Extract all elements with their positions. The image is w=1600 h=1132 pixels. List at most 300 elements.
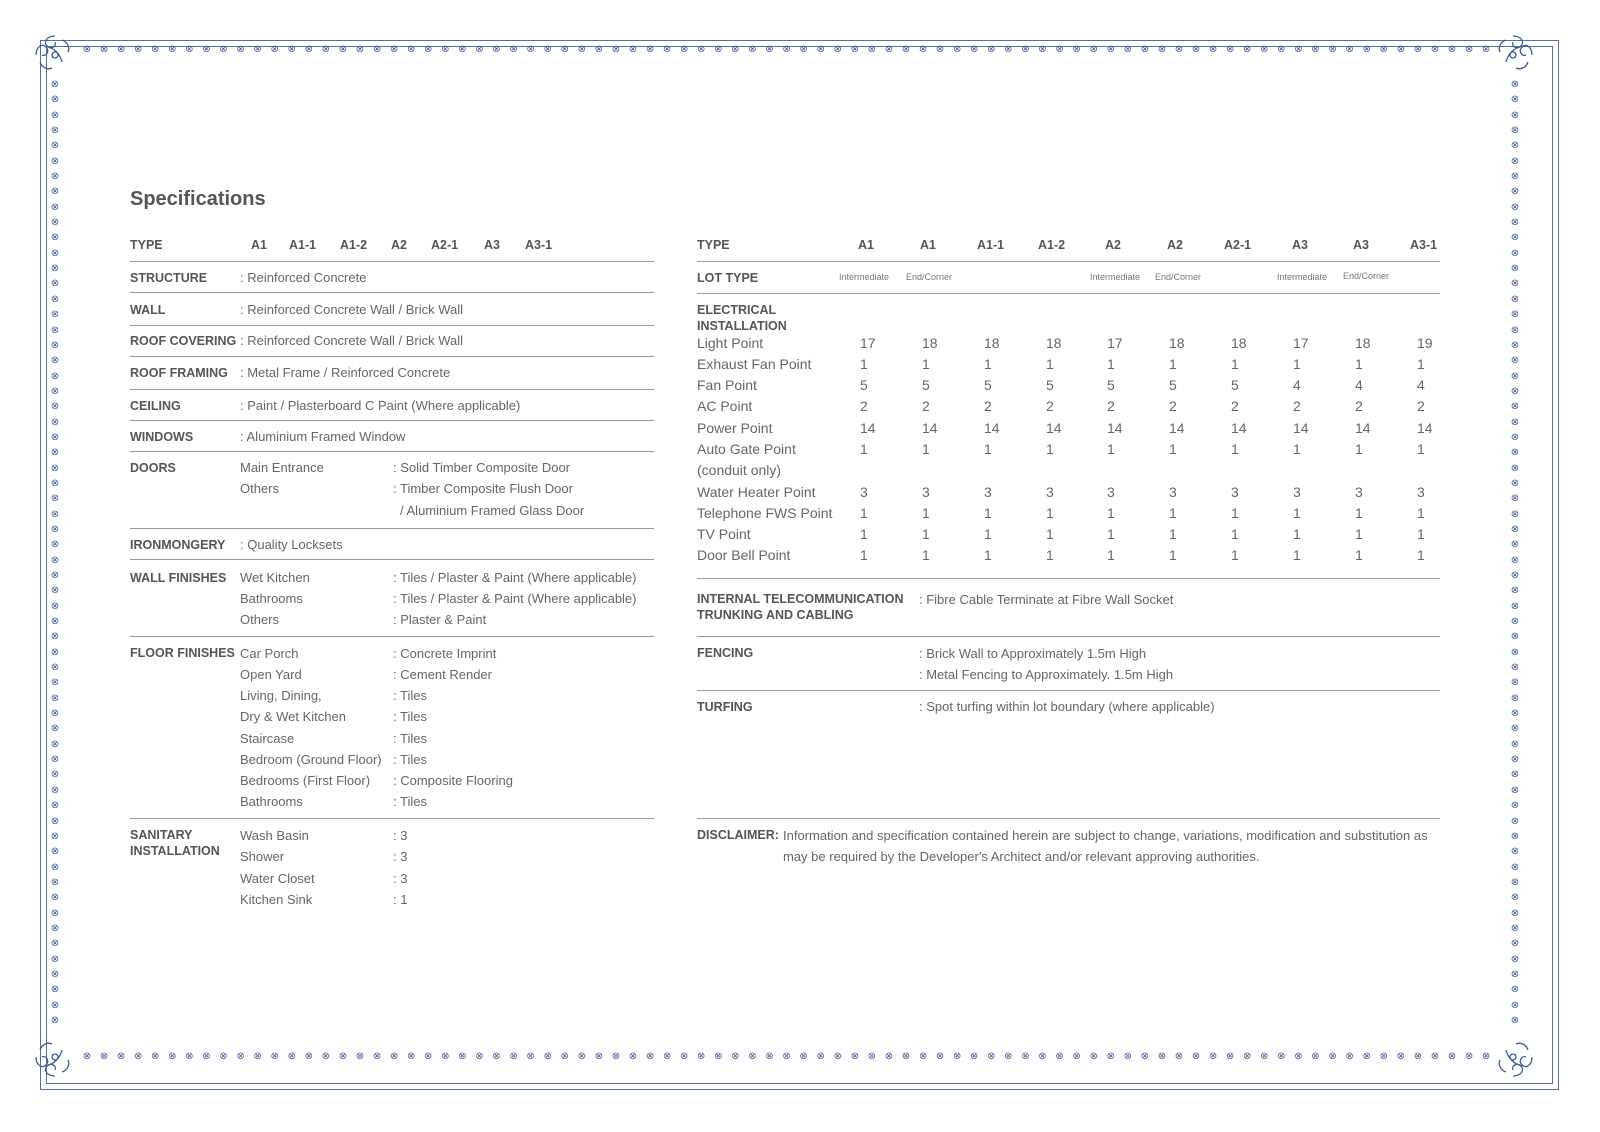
ornament-icon: ⊗ xyxy=(406,1051,416,1062)
electrical-value: 2 xyxy=(1417,398,1425,414)
ornament-icon: ⊗ xyxy=(1510,876,1520,888)
electrical-value: 1 xyxy=(984,547,992,563)
ornament-icon: ⊗ xyxy=(1510,892,1520,904)
electrical-value: 1 xyxy=(1293,441,1301,457)
page-title: Specifications xyxy=(130,188,266,210)
electrical-value: 1 xyxy=(1417,547,1425,563)
floor-finishes-item-name: Bathrooms xyxy=(240,794,303,809)
ornament-icon: ⊗ xyxy=(1396,1051,1405,1062)
electrical-value: 1 xyxy=(922,505,930,521)
ornament-icon: ⊗ xyxy=(50,953,60,965)
ornament-icon: ⊗ xyxy=(50,232,60,244)
ornament-icon: ⊗ xyxy=(50,723,60,735)
sanitary-item-name: Shower xyxy=(240,849,285,864)
ornament-icon: ⊗ xyxy=(594,44,604,55)
ornament-icon: ⊗ xyxy=(1510,477,1520,489)
electrical-value: 1 xyxy=(984,356,992,372)
ornament-icon: ⊗ xyxy=(355,1051,365,1062)
right-type-header: A2 xyxy=(1105,238,1121,252)
floor-finishes-item-name: Bedroom (Ground Floor) xyxy=(240,752,382,767)
electrical-value: 1 xyxy=(1046,441,1054,457)
doors-item-value: : Timber Composite Flush Door xyxy=(393,481,573,496)
ornament-icon: ⊗ xyxy=(50,217,60,229)
doors-label: DOORS xyxy=(130,461,176,475)
ornament-icon: ⊗ xyxy=(50,876,60,888)
floor-finishes-item-name: Open Yard xyxy=(240,667,302,682)
ceiling-value: : Paint / Plasterboard C Paint (Where applicable) xyxy=(240,398,521,413)
electrical-value: 1 xyxy=(1107,547,1115,563)
ornament-icon: ⊗ xyxy=(952,44,962,55)
sanitary-item-name: Wash Basin xyxy=(240,828,309,843)
electrical-item-name: Light Point xyxy=(697,335,764,351)
ornament-icon: ⊗ xyxy=(1510,539,1520,551)
ornament-icon: ⊗ xyxy=(1510,800,1520,812)
ornament-icon: ⊗ xyxy=(1464,1051,1474,1062)
ornament-icon: ⊗ xyxy=(1106,1051,1115,1062)
left-type-header: A2-1 xyxy=(431,238,459,252)
ornament-icon: ⊗ xyxy=(50,922,60,934)
divider xyxy=(697,578,1440,579)
ornament-icon: ⊗ xyxy=(99,1051,109,1062)
electrical-value: 14 xyxy=(1046,420,1062,436)
ornament-icon: ⊗ xyxy=(509,44,518,55)
doors-item-name: Others xyxy=(240,481,280,496)
corner-flourish-icon xyxy=(1490,32,1536,78)
ornament-icon: ⊗ xyxy=(338,1051,348,1062)
ornament-icon: ⊗ xyxy=(1396,44,1405,55)
corner-flourish-icon xyxy=(32,1034,78,1080)
electrical-value: 1 xyxy=(1231,526,1239,542)
electrical-value: 2 xyxy=(1293,398,1301,414)
electrical-value: 14 xyxy=(1355,420,1371,436)
divider xyxy=(130,389,654,390)
lot-type-value: End/Corner xyxy=(906,272,953,282)
electrical-value: 1 xyxy=(1355,547,1363,563)
divider xyxy=(130,636,654,637)
ornament-icon: ⊗ xyxy=(1510,754,1520,766)
ornament-icon: ⊗ xyxy=(270,44,279,55)
ornament-icon: ⊗ xyxy=(50,79,60,90)
ornament-icon: ⊗ xyxy=(82,1051,92,1062)
right-type-header: A3 xyxy=(1353,238,1369,252)
floor-finishes-item-value: : Concrete Imprint xyxy=(393,646,497,661)
ornament-icon: ⊗ xyxy=(697,1051,706,1062)
ornament-icon: ⊗ xyxy=(50,355,60,367)
ornament-icon: ⊗ xyxy=(970,44,979,55)
electrical-value: 2 xyxy=(1046,398,1054,414)
ornament-icon: ⊗ xyxy=(116,1051,126,1062)
ornament-icon: ⊗ xyxy=(1055,44,1064,55)
ornament-icon: ⊗ xyxy=(1345,1051,1354,1062)
sanitary-item-value: : 3 xyxy=(393,871,408,886)
right-type-header: A1-1 xyxy=(977,238,1005,252)
ornament-icon: ⊗ xyxy=(1510,94,1520,106)
ornament-icon: ⊗ xyxy=(714,44,723,55)
electrical-value: 1 xyxy=(1107,441,1115,457)
ornament-icon: ⊗ xyxy=(1510,968,1520,980)
ornament-icon: ⊗ xyxy=(1345,44,1354,55)
right-type-header: A3 xyxy=(1292,238,1308,252)
ornament-icon: ⊗ xyxy=(884,44,894,55)
ornament-icon: ⊗ xyxy=(1140,44,1150,55)
ornament-icon: ⊗ xyxy=(50,416,60,428)
ornament-icon: ⊗ xyxy=(1328,44,1337,55)
ornament-icon: ⊗ xyxy=(1510,293,1520,305)
ornament-icon: ⊗ xyxy=(1123,44,1132,55)
left-type-header: A1-2 xyxy=(340,238,368,252)
electrical-value: 1 xyxy=(1355,505,1363,521)
ornament-icon: ⊗ xyxy=(1191,44,1201,55)
ornament-icon: ⊗ xyxy=(1510,171,1520,183)
sanitary-item-value: : 1 xyxy=(393,892,408,907)
fencing-label: FENCING xyxy=(697,646,754,660)
electrical-value: 1 xyxy=(1293,505,1301,521)
ornament-icon: ⊗ xyxy=(50,662,60,674)
ornament-icon: ⊗ xyxy=(219,44,228,55)
electrical-value: 5 xyxy=(1169,377,1177,393)
ornament-icon: ⊗ xyxy=(50,263,60,275)
electrical-value: 1 xyxy=(1231,356,1239,372)
electrical-item-name: TV Point xyxy=(697,526,751,542)
ornament-icon: ⊗ xyxy=(1123,1051,1132,1062)
ornament-icon: ⊗ xyxy=(168,1051,177,1062)
electrical-value: 1 xyxy=(922,356,930,372)
ornament-icon: ⊗ xyxy=(50,692,60,704)
ornament-icon: ⊗ xyxy=(1510,508,1520,520)
electrical-value: 1 xyxy=(1293,356,1301,372)
ornament-icon: ⊗ xyxy=(1208,1051,1218,1062)
ornament-icon: ⊗ xyxy=(577,1051,586,1062)
telecom-label: INTERNAL TELECOMMUNICATION xyxy=(697,592,904,606)
electrical-value: 2 xyxy=(860,398,868,414)
electrical-value: 1 xyxy=(1417,356,1425,372)
ornament-icon: ⊗ xyxy=(1510,247,1520,259)
floor-finishes-item-name: Dry & Wet Kitchen xyxy=(240,709,346,724)
floor-finishes-item-value: : Tiles xyxy=(393,794,427,809)
electrical-item-name: Exhaust Fan Point xyxy=(697,356,812,372)
ornament-icon: ⊗ xyxy=(424,44,433,55)
ornament-icon: ⊗ xyxy=(355,44,365,55)
ornament-icon: ⊗ xyxy=(935,44,945,55)
ornament-icon: ⊗ xyxy=(1510,815,1520,827)
left-type-header: A1-1 xyxy=(289,238,317,252)
ornament-icon: ⊗ xyxy=(50,846,60,858)
ornament-icon: ⊗ xyxy=(901,1051,911,1062)
ornament-icon: ⊗ xyxy=(287,44,296,55)
ornament-icon: ⊗ xyxy=(475,1051,484,1062)
electrical-item-name: (conduit only) xyxy=(697,462,782,478)
ornament-icon: ⊗ xyxy=(50,631,60,643)
lot-type-value: Intermediate xyxy=(1277,272,1328,282)
ornament-icon: ⊗ xyxy=(50,830,60,842)
ornament-icon: ⊗ xyxy=(952,1051,962,1062)
ornament-icon: ⊗ xyxy=(1510,692,1520,704)
ornament-icon: ⊗ xyxy=(1510,278,1520,290)
ornament-icon: ⊗ xyxy=(543,44,552,55)
disclaimer-text: may be required by the Developer's Architect and/or relevant approving authorities. xyxy=(783,849,1260,864)
ornament-icon: ⊗ xyxy=(935,1051,945,1062)
ornament-icon: ⊗ xyxy=(1157,1051,1167,1062)
electrical-value: 1 xyxy=(922,526,930,542)
divider xyxy=(130,451,654,452)
ornament-icon: ⊗ xyxy=(987,44,996,55)
ironmongery-label: IRONMONGERY xyxy=(130,538,226,552)
floor-finishes-item-value: : Tiles xyxy=(393,709,427,724)
ornament-icon: ⊗ xyxy=(372,1051,382,1062)
electrical-value: 1 xyxy=(1417,505,1425,521)
roof-framing-label: ROOF FRAMING xyxy=(130,366,228,380)
electrical-value: 1 xyxy=(860,356,868,372)
electrical-value: 1 xyxy=(1107,526,1115,542)
left-type-header: A1 xyxy=(251,238,267,252)
electrical-value: 1 xyxy=(1231,441,1239,457)
ornament-icon: ⊗ xyxy=(99,44,109,55)
corner-flourish-icon xyxy=(1490,1034,1536,1080)
ornament-icon: ⊗ xyxy=(731,1051,740,1062)
right-ornament-column xyxy=(1510,80,1520,1026)
electrical-item-name: Telephone FWS Point xyxy=(697,505,833,521)
ornament-icon: ⊗ xyxy=(50,646,60,658)
ornament-icon: ⊗ xyxy=(1362,1051,1371,1062)
wall-finishes-item-name: Bathrooms xyxy=(240,591,303,606)
right-type-header: A1 xyxy=(858,238,874,252)
electrical-value: 14 xyxy=(1169,420,1185,436)
electrical-value: 1 xyxy=(1417,441,1425,457)
ornament-icon: ⊗ xyxy=(765,1051,774,1062)
ornament-icon: ⊗ xyxy=(1510,708,1520,720)
ornament-icon: ⊗ xyxy=(1328,1051,1337,1062)
ornament-icon: ⊗ xyxy=(1140,1051,1150,1062)
electrical-value: 1 xyxy=(1107,356,1115,372)
ornament-icon: ⊗ xyxy=(168,44,177,55)
electrical-value: 18 xyxy=(1169,335,1185,351)
electrical-value: 1 xyxy=(1231,505,1239,521)
ornament-icon: ⊗ xyxy=(50,309,60,321)
electrical-value: 2 xyxy=(922,398,930,414)
left-type-header: A2 xyxy=(391,238,407,252)
wall-finishes-item-name: Others xyxy=(240,612,280,627)
telecom-label: TRUNKING AND CABLING xyxy=(697,608,854,622)
ornament-icon: ⊗ xyxy=(1021,1051,1030,1062)
electrical-value: 1 xyxy=(984,505,992,521)
electrical-item-name: AC Point xyxy=(697,398,753,414)
electrical-value: 14 xyxy=(922,420,938,436)
roof-covering-label: ROOF COVERING xyxy=(130,334,237,348)
electrical-value: 1 xyxy=(1169,526,1177,542)
ornament-icon: ⊗ xyxy=(1510,784,1520,796)
ornament-icon: ⊗ xyxy=(441,1051,450,1062)
turfing-value: : Spot turfing within lot boundary (where applicable) xyxy=(919,699,1215,714)
electrical-value: 3 xyxy=(860,484,868,500)
electrical-value: 3 xyxy=(1293,484,1301,500)
ornament-icon: ⊗ xyxy=(50,171,60,183)
ornament-icon: ⊗ xyxy=(577,44,586,55)
ornament-icon: ⊗ xyxy=(1510,646,1520,658)
wall-finishes-label: WALL FINISHES xyxy=(130,571,227,585)
ornament-icon: ⊗ xyxy=(50,999,60,1011)
ornament-icon: ⊗ xyxy=(1510,493,1520,505)
ornament-icon: ⊗ xyxy=(1510,232,1520,244)
ornament-icon: ⊗ xyxy=(458,1051,467,1062)
ornament-icon: ⊗ xyxy=(50,907,60,919)
ornament-icon: ⊗ xyxy=(50,892,60,904)
ceiling-label: CEILING xyxy=(130,399,181,413)
ornament-icon: ⊗ xyxy=(1510,186,1520,198)
ornament-icon: ⊗ xyxy=(918,44,928,55)
lot-type-value: Intermediate xyxy=(839,272,890,282)
ornament-icon: ⊗ xyxy=(50,585,60,597)
wall-label: WALL xyxy=(130,303,166,317)
ornament-icon: ⊗ xyxy=(50,984,60,996)
telecom-value: : Fibre Cable Terminate at Fibre Wall Socket xyxy=(919,592,1174,607)
ornament-icon: ⊗ xyxy=(1004,44,1013,55)
electrical-value: 14 xyxy=(984,420,1000,436)
ornament-icon: ⊗ xyxy=(543,1051,552,1062)
electrical-value: 1 xyxy=(922,547,930,563)
ornament-icon: ⊗ xyxy=(1089,44,1098,55)
fencing-value: : Brick Wall to Approximately 1.5m High xyxy=(919,646,1147,661)
ornament-icon: ⊗ xyxy=(560,44,569,55)
electrical-value: 1 xyxy=(984,441,992,457)
ornament-icon: ⊗ xyxy=(1174,44,1184,55)
ornament-icon: ⊗ xyxy=(1510,662,1520,674)
ornament-icon: ⊗ xyxy=(628,1051,638,1062)
ornament-icon: ⊗ xyxy=(1510,723,1520,735)
ornament-icon: ⊗ xyxy=(1510,401,1520,413)
sanitary-item-value: : 3 xyxy=(393,828,408,843)
electrical-value: 17 xyxy=(1293,335,1309,351)
ornament-icon: ⊗ xyxy=(1362,44,1371,55)
ornament-icon: ⊗ xyxy=(987,1051,996,1062)
ornament-icon: ⊗ xyxy=(509,1051,518,1062)
electrical-value: 14 xyxy=(1293,420,1309,436)
ornament-icon: ⊗ xyxy=(50,600,60,612)
left-type-header: A3-1 xyxy=(525,238,553,252)
ornament-icon: ⊗ xyxy=(1510,738,1520,750)
ornament-icon: ⊗ xyxy=(441,44,450,55)
ornament-icon: ⊗ xyxy=(1413,44,1423,55)
disclaimer-text: Information and specification contained herein are subject to change, variations, modification and substitution as xyxy=(783,828,1428,843)
electrical-value: 1 xyxy=(1355,441,1363,457)
ornament-icon: ⊗ xyxy=(1038,44,1047,55)
ornament-icon: ⊗ xyxy=(1021,44,1030,55)
ornament-icon: ⊗ xyxy=(1510,109,1520,121)
ornament-icon: ⊗ xyxy=(1510,631,1520,643)
ornament-icon: ⊗ xyxy=(1174,1051,1184,1062)
ornament-icon: ⊗ xyxy=(1510,355,1520,367)
ornament-icon: ⊗ xyxy=(679,1051,689,1062)
ornament-icon: ⊗ xyxy=(799,44,808,55)
electrical-label: ELECTRICAL xyxy=(697,303,777,317)
ornament-icon: ⊗ xyxy=(1510,385,1520,397)
ornament-icon: ⊗ xyxy=(526,1051,535,1062)
ornament-icon: ⊗ xyxy=(1277,44,1286,55)
electrical-value: 3 xyxy=(922,484,930,500)
ornament-icon: ⊗ xyxy=(1072,44,1081,55)
ornament-icon: ⊗ xyxy=(321,1051,331,1062)
floor-finishes-item-value: : Cement Render xyxy=(393,667,492,682)
electrical-value: 1 xyxy=(984,526,992,542)
ornament-icon: ⊗ xyxy=(50,554,60,566)
ornament-icon: ⊗ xyxy=(1510,938,1520,950)
floor-finishes-item-name: Bedrooms (First Floor) xyxy=(240,773,371,788)
ornament-icon: ⊗ xyxy=(1510,830,1520,842)
structure-label: STRUCTURE xyxy=(130,271,208,285)
ornament-icon: ⊗ xyxy=(50,385,60,397)
ornament-icon: ⊗ xyxy=(662,44,672,55)
ornament-icon: ⊗ xyxy=(611,1051,621,1062)
ornament-icon: ⊗ xyxy=(50,462,60,474)
ornament-icon: ⊗ xyxy=(151,44,160,55)
electrical-value: 1 xyxy=(1046,356,1054,372)
ornament-icon: ⊗ xyxy=(1510,155,1520,167)
ornament-icon: ⊗ xyxy=(1447,44,1457,55)
ornament-icon: ⊗ xyxy=(321,44,331,55)
ornament-icon: ⊗ xyxy=(970,1051,979,1062)
electrical-value: 14 xyxy=(1107,420,1123,436)
top-ornament-row xyxy=(82,45,1492,55)
ornament-icon: ⊗ xyxy=(1510,370,1520,382)
ornament-icon: ⊗ xyxy=(1510,677,1520,689)
ornament-icon: ⊗ xyxy=(1510,125,1520,137)
divider xyxy=(130,261,654,262)
ornament-icon: ⊗ xyxy=(1510,846,1520,858)
electrical-value: 1 xyxy=(1107,505,1115,521)
ornament-icon: ⊗ xyxy=(1510,431,1520,443)
ornament-icon: ⊗ xyxy=(50,508,60,520)
ornament-icon: ⊗ xyxy=(1510,79,1520,90)
ornament-icon: ⊗ xyxy=(884,1051,894,1062)
floor-finishes-item-value: : Tiles xyxy=(393,731,427,746)
electrical-value: 1 xyxy=(1293,547,1301,563)
ornament-icon: ⊗ xyxy=(458,44,467,55)
electrical-value: 18 xyxy=(1355,335,1371,351)
ornament-icon: ⊗ xyxy=(816,44,825,55)
sanitary-item-name: Kitchen Sink xyxy=(240,892,313,907)
ornament-icon: ⊗ xyxy=(1510,523,1520,535)
sanitary-label: INSTALLATION xyxy=(130,844,220,858)
ornament-icon: ⊗ xyxy=(594,1051,604,1062)
floor-finishes-item-value: : Composite Flooring xyxy=(393,773,513,788)
ornament-icon: ⊗ xyxy=(1510,140,1520,152)
ornament-icon: ⊗ xyxy=(1510,462,1520,474)
bottom-ornament-row xyxy=(82,1052,1492,1062)
electrical-value: 5 xyxy=(860,377,868,393)
ornament-icon: ⊗ xyxy=(1481,1051,1491,1062)
ornament-icon: ⊗ xyxy=(50,247,60,259)
doors-item-name: Main Entrance xyxy=(240,460,324,475)
lot-type-value: Intermediate xyxy=(1090,272,1141,282)
electrical-value: 3 xyxy=(1355,484,1363,500)
electrical-value: 4 xyxy=(1417,377,1425,393)
ornament-icon: ⊗ xyxy=(50,754,60,766)
windows-label: WINDOWS xyxy=(130,430,194,444)
ornament-icon: ⊗ xyxy=(1510,554,1520,566)
ornament-icon: ⊗ xyxy=(338,44,348,55)
ornament-icon: ⊗ xyxy=(1243,44,1252,55)
electrical-value: 5 xyxy=(1107,377,1115,393)
ornament-icon: ⊗ xyxy=(406,44,416,55)
ornament-icon: ⊗ xyxy=(82,44,92,55)
electrical-value: 1 xyxy=(1355,526,1363,542)
divider xyxy=(130,356,654,357)
divider xyxy=(697,818,1440,819)
ornament-icon: ⊗ xyxy=(492,1051,501,1062)
wall-finishes-item-value: : Tiles / Plaster & Paint (Where applicable) xyxy=(393,591,637,606)
electrical-value: 18 xyxy=(922,335,938,351)
ornament-icon: ⊗ xyxy=(628,44,638,55)
ornament-icon: ⊗ xyxy=(304,44,313,55)
